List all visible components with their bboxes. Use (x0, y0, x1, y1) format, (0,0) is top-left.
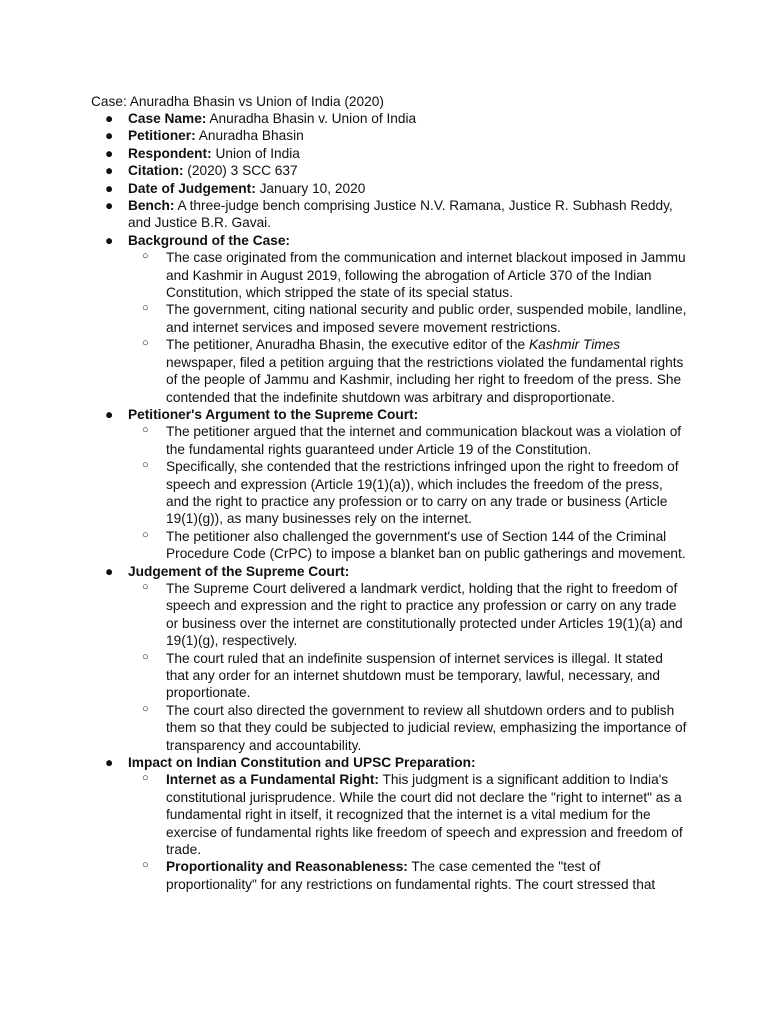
list-item: ○ Internet as a Fundamental Right: This judgment is a significant addition to India's constitutional jurisprudence. While the court did not declare the "right to internet" as a fundamental right in itself, it recognized that the internet is a vital medium for the exercise of fundamental rights like freedom of speech and expression and freedom of trade. (142, 772, 683, 858)
list-item: ○ Proportionality and Reasonableness: The case cemented the "test of proportionality" for any restrictions on fundamental rights. The court stressed that (142, 859, 656, 892)
list-item: ○ The petitioner argued that the internet and communication blackout was a violation of the fundamental rights guaranteed under Article 19 of the Constitution. (142, 424, 682, 457)
document-title: Case: Anuradha Bhasin vs Union of India (2020) (91, 94, 384, 109)
sub-bullet-icon: ○ (142, 859, 149, 872)
list-item: ○ The Supreme Court delivered a landmark verdict, holding that the right to freedom of speech and expression and the right to practice any profession or carry on any trade or business over the internet are constitutionally protected under Articles 19(1)(a) and 19(1)(g), respectively. (142, 580, 683, 649)
sub-bullet-icon: ○ (142, 459, 149, 472)
detail-date: ● Date of Judgement: January 10, 2020 (105, 180, 366, 196)
bullet-icon: ● (105, 755, 114, 771)
bullet-icon: ● (105, 111, 114, 126)
section-impact (105, 754, 688, 893)
bullet-icon: ● (105, 406, 114, 422)
detail-petitioner: ● Petitioner: Anuradha Bhasin (105, 128, 304, 144)
bullet-icon: ● (105, 145, 114, 161)
bullet-icon: ● (105, 563, 114, 579)
detail-citation: ● Citation: (2020) 3 SCC 637 (105, 163, 298, 179)
list-item: ○ The court also directed the government to review all shutdown orders and to publish them so that they could be subjected to judicial review, emphasizing the importance of transparency and accountability. (142, 702, 687, 753)
bullet-icon: ● (105, 180, 114, 196)
case-outline (105, 110, 688, 893)
section-heading: Petitioner's Argument to the Supreme Court: (128, 406, 419, 422)
sub-bullet-icon: ○ (142, 702, 149, 715)
list-item: ○ Specifically, she contended that the restrictions infringed upon the right to freedom of speech and expression (Article 19(1)(a)), which includes the freedom of the press, and the right to practice any profession or to carry on any trade or business (Article 19(1)(g)), as many businesses rely on the internet. (142, 459, 679, 527)
list-item: ○ The petitioner, Anuradha Bhasin, the executive editor of the Kashmir Times newspaper, filed a petition arguing that the restrictions violated the fundamental rights of the people of Jammu and Kashmir, including her right to freedom of the press. She contended that the indefinite shutdown was arbitrary and disproportionate. (142, 337, 684, 405)
sub-bullet-icon: ○ (142, 580, 149, 593)
detail-respondent: ● Respondent: Union of India (105, 145, 300, 161)
sub-bullet-icon: ○ (142, 250, 149, 263)
sub-bullet-icon: ○ (142, 772, 149, 785)
detail-bench: ● Bench: A three-judge bench comprising Justice N.V. Ramana, Justice R. Subhash Reddy, and Justice B.R. Gavai. (105, 198, 673, 231)
sub-bullet-icon: ○ (142, 650, 149, 663)
sub-bullet-icon: ○ (142, 528, 149, 541)
bullet-icon: ● (105, 163, 114, 179)
impact-points (128, 771, 688, 893)
detail-case-name: ● Case Name: Anuradha Bhasin v. Union of India (105, 111, 417, 126)
list-item: ○ The petitioner also challenged the government's use of Section 144 of the Criminal Procedure Code (CrPC) to impose a blanket ban on public gatherings and movement. (142, 528, 686, 562)
section-heading: Background of the Case: (128, 232, 290, 248)
section-background (105, 232, 688, 406)
section-heading: Impact on Indian Constitution and UPSC Preparation: (128, 755, 476, 771)
sub-bullet-icon: ○ (142, 302, 149, 315)
argument-points (128, 423, 688, 562)
list-item: ○ The case originated from the communication and internet blackout imposed in Jammu and Kashmir in August 2019, following the abrogation of Article 370 of the Indian Constitution, which stripped the state of its special status. (142, 250, 686, 301)
bullet-icon: ● (105, 198, 114, 214)
section-argument (105, 406, 688, 563)
sub-bullet-icon: ○ (142, 337, 149, 350)
bullet-icon: ● (105, 232, 114, 248)
section-judgement (105, 563, 688, 754)
bullet-icon: ● (105, 128, 114, 144)
section-heading: Judgement of the Supreme Court: (128, 563, 350, 579)
newspaper-name: Kashmir Times (528, 337, 621, 353)
judgement-points (128, 580, 688, 754)
list-item: ○ The court ruled that an indefinite suspension of internet services is illegal. It stated that any order for an internet shutdown must be temporary, lawful, necessary, and proportionate. (142, 650, 663, 701)
background-points (128, 249, 688, 406)
sub-bullet-icon: ○ (142, 424, 149, 437)
list-item: ○ The government, citing national security and public order, suspended mobile, landline, and internet services and imposed severe movement restrictions. (142, 302, 687, 335)
